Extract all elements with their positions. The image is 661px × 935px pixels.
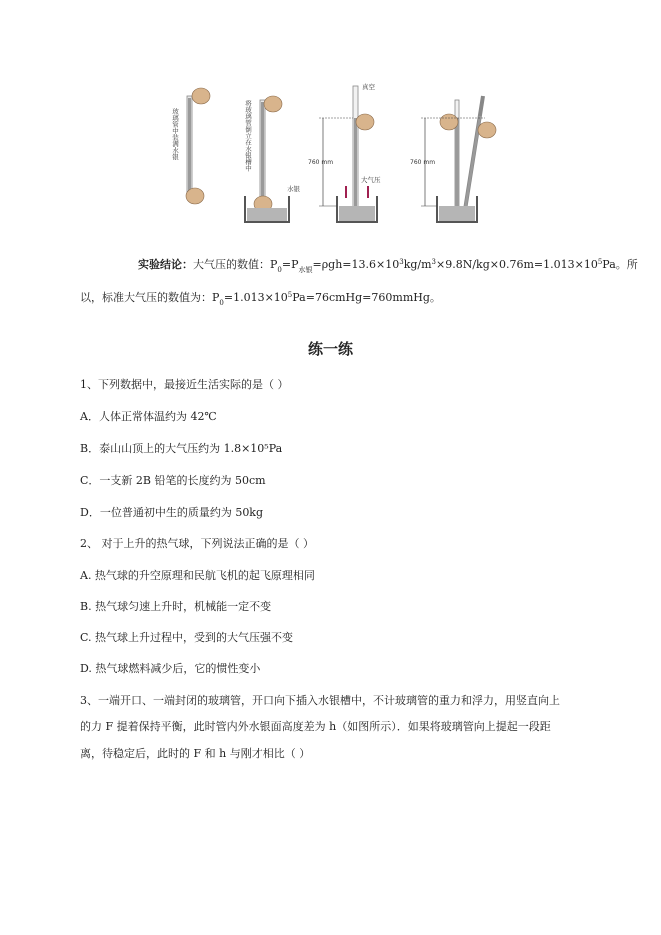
question-1-option-d: D．一位普通初中生的质量约为 50kg bbox=[80, 506, 264, 519]
label-tube-inverted: 将玻璃管倒立在水银槽中 bbox=[244, 100, 252, 172]
question-1-option-a: A．人体正常体温约为 42℃ bbox=[80, 410, 217, 423]
label-tube-full: 玻璃管中装满水银 bbox=[171, 108, 179, 160]
torricelli-experiment-figure bbox=[165, 78, 500, 228]
question-1-stem: 1、下列数据中，最接近生活实际的是（ ） bbox=[80, 378, 289, 391]
question-2-option-a: A. 热气球的升空原理和民航飞机的起飞原理相同 bbox=[80, 569, 315, 582]
question-1-option-b: B．泰山山顶上的大气压约为 1.8×10⁵Pa bbox=[80, 442, 283, 455]
conclusion-line-1: 实验结论：大气压的数值：$P_0=P_{水银}=\rho gh=13.6\times 10^3kg/m^3\times 9.8N/kg\times 0.76m=1.013\times 10^5Pa$。所 bbox=[138, 258, 638, 274]
panel-vacuum-column bbox=[308, 82, 381, 222]
section-title: 练一练 bbox=[307, 340, 353, 358]
label-height-1: 760 mm bbox=[308, 159, 334, 166]
panel-tilted-tube bbox=[410, 96, 496, 222]
question-2-option-c: C. 热气球上升过程中，受到的大气压强不变 bbox=[80, 631, 294, 644]
question-2-stem: 2、 对于上升的热气球，下列说法正确的是（ ） bbox=[80, 537, 314, 550]
question-3-stem-line-1: 3、一端开口、一端封闭的玻璃管，开口向下插入水银槽中，不计玻璃管的重力和浮力，用竖直向上 bbox=[80, 694, 560, 707]
question-3-stem-line-3: 离，待稳定后，此时的 F 和 h 与刚才相比（ ） bbox=[80, 747, 311, 760]
panel-tube-inverted bbox=[244, 96, 301, 222]
conclusion-label: 实验结论： bbox=[138, 258, 193, 271]
question-3-stem-line-2: 的力 F 提着保持平衡，此时管内外水银面高度差为 h（如图所示）．如果将玻璃管向上提起一段距 bbox=[80, 720, 551, 733]
question-2-option-d: D. 热气球燃料减少后，它的惯性变小 bbox=[80, 662, 261, 675]
label-vacuum: 真空 bbox=[362, 83, 375, 91]
question-2-option-b: B. 热气球匀速上升时，机械能一定不变 bbox=[80, 600, 272, 613]
conclusion-line-2: 以，标准大气压的数值为：$P_0=1.013\times 10^5Pa=76cmHg=760mmHg$。 bbox=[80, 291, 441, 307]
label-mercury: 水银 bbox=[287, 185, 300, 193]
panel-tube-full bbox=[171, 88, 210, 204]
label-atm-pressure: 大气压 bbox=[361, 176, 381, 184]
question-1-option-c: C．一支新 2B 铅笔的长度约为 50cm bbox=[80, 474, 266, 487]
label-height-2: 760 mm bbox=[410, 159, 436, 166]
